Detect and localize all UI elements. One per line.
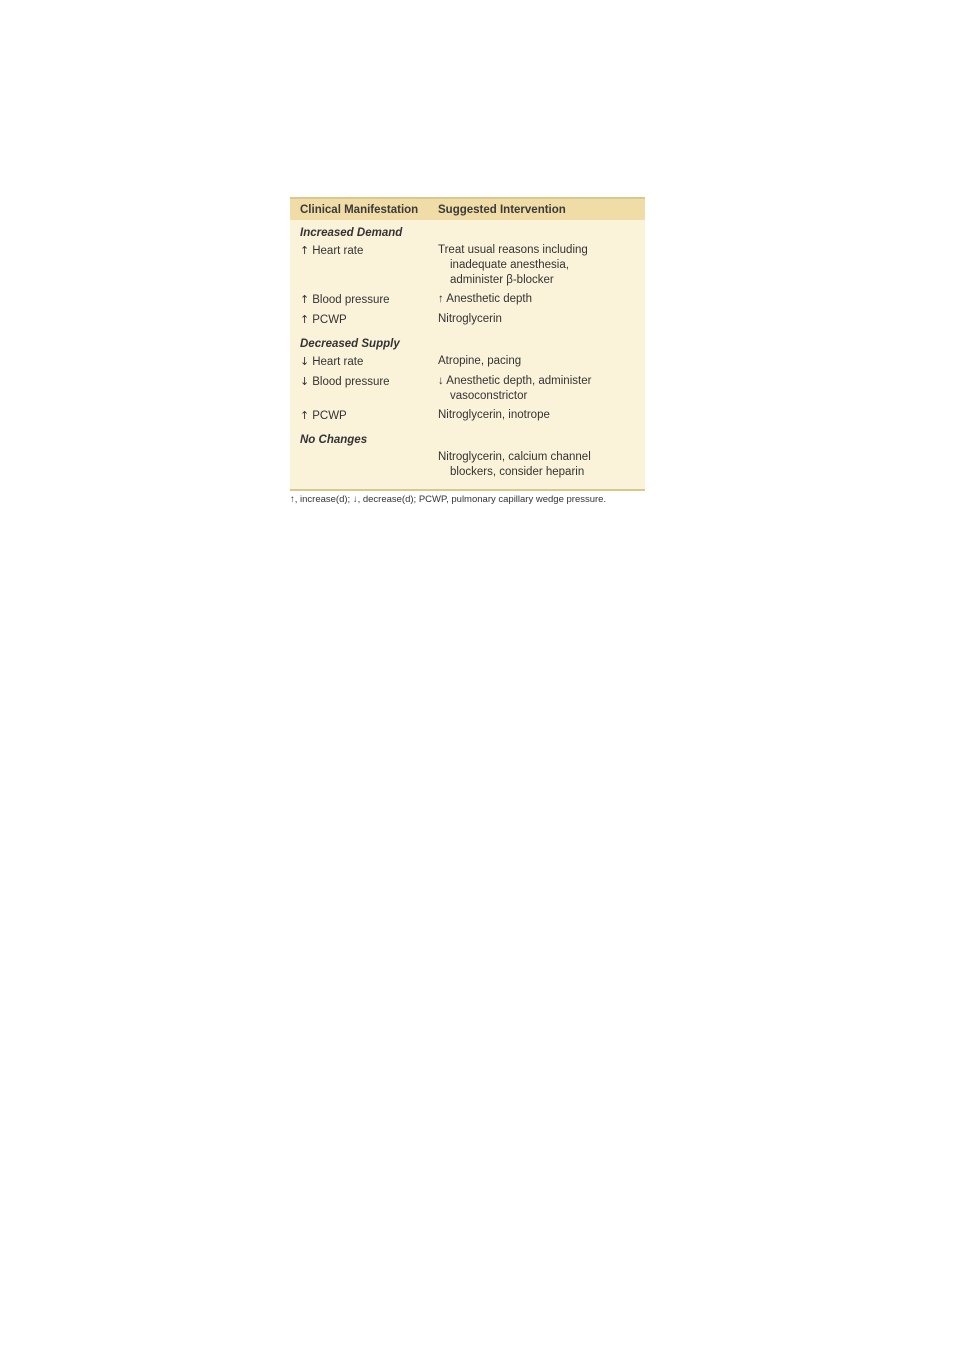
arrow-up-icon: ↑: [300, 293, 310, 306]
manifestation-text: Blood pressure: [312, 376, 390, 388]
section-title-increased-demand: Increased Demand: [300, 227, 403, 239]
intervention-cell: [438, 408, 645, 424]
intervention-cell: [438, 292, 645, 308]
intervention-cell: [438, 243, 645, 288]
manifestation-cell: [290, 408, 438, 424]
arrow-up-icon: ↑: [300, 244, 310, 257]
table-header-row: [290, 199, 645, 220]
table-row: [290, 353, 645, 373]
arrow-down-icon: ↓: [300, 355, 310, 368]
intervention-cell: [438, 312, 645, 328]
intervention-text: ↑ Anesthetic depth: [438, 293, 532, 305]
table-row: [290, 242, 645, 291]
intervention-text: Nitroglycerin, inotrope: [438, 409, 550, 421]
intervention-cell: [438, 354, 645, 370]
manifestation-text: PCWP: [312, 410, 347, 422]
intervention-text: administer β-blocker: [450, 274, 554, 286]
table-row: [290, 407, 645, 427]
intervention-cell: [438, 374, 645, 404]
clinical-table-container: [290, 197, 645, 505]
intervention-text: blockers, consider heparin: [450, 466, 585, 478]
header-suggested-intervention: Suggested Intervention: [438, 203, 566, 216]
intervention-text: ↓ Anesthetic depth, administer: [438, 375, 592, 387]
arrow-down-icon: ↓: [300, 375, 310, 388]
intervention-text: inadequate anesthesia,: [450, 259, 569, 271]
manifestation-cell: [290, 292, 438, 308]
section-title-no-changes: No Changes: [300, 434, 368, 446]
table-row: [290, 311, 645, 331]
intervention-text: Nitroglycerin, calcium channel: [438, 451, 591, 463]
manifestation-text: Heart rate: [312, 356, 364, 368]
manifestation-cell: [290, 374, 438, 404]
manifestation-text: Heart rate: [312, 245, 364, 257]
intervention-text: vasoconstrictor: [450, 390, 528, 402]
table-row: [290, 373, 645, 407]
manifestation-text: PCWP: [312, 314, 347, 326]
manifestation-text: Blood pressure: [312, 294, 390, 306]
manifestation-cell: [290, 354, 438, 370]
manifestation-cell: [290, 312, 438, 328]
section-title-decreased-supply: Decreased Supply: [300, 338, 400, 350]
table-footnote: ↑, increase(d); ↓, decrease(d); PCWP, pulmonary capillary wedge pressure.: [290, 494, 607, 505]
manifestation-cell: [290, 243, 438, 288]
arrow-up-icon: ↑: [300, 409, 310, 422]
arrow-up-icon: ↑: [300, 313, 310, 326]
intervention-text: Nitroglycerin: [438, 313, 502, 325]
table-row: [290, 449, 645, 483]
clinical-table: [290, 197, 645, 491]
intervention-cell: [438, 450, 645, 480]
intervention-text: Atropine, pacing: [438, 355, 522, 367]
table-row: [290, 291, 645, 311]
header-clinical-manifestation: Clinical Manifestation: [300, 203, 419, 216]
manifestation-cell: [290, 450, 438, 480]
intervention-text: Treat usual reasons including: [438, 244, 588, 256]
